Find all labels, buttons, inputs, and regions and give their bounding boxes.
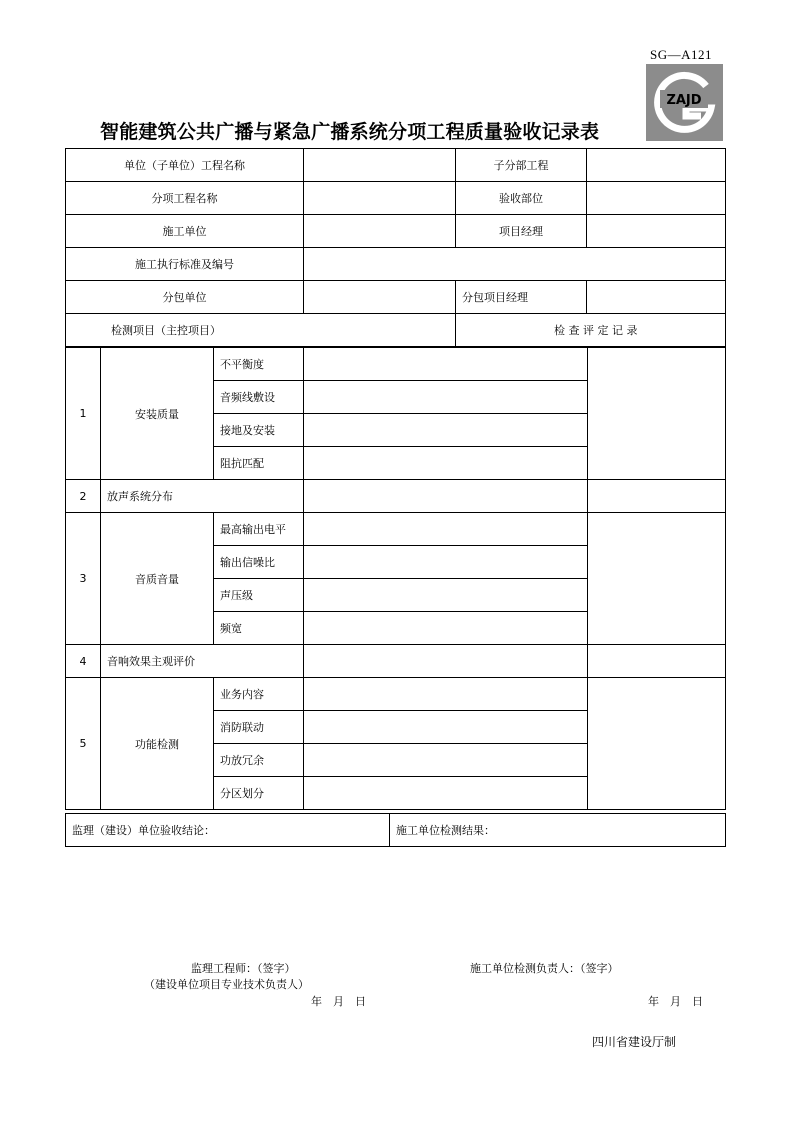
form-code: SG—A121 — [650, 47, 713, 62]
group-1-record-2[interactable] — [304, 381, 588, 414]
group-1-record-3[interactable] — [304, 414, 588, 447]
logo-graphic — [646, 64, 723, 141]
page-title: 智能建筑公共广播与紧急广播系统分项工程质量验收记录表 — [100, 121, 600, 143]
group-3-no: 3 — [66, 513, 101, 645]
group-2-no: 2 — [66, 480, 101, 513]
group-2-remark[interactable] — [588, 480, 726, 513]
conclusion-table — [65, 813, 726, 1008]
supervisor-date: 年 月 日 — [311, 995, 366, 1008]
subcontract-manager-value[interactable] — [587, 281, 726, 314]
group-3-item-2: 输出信噪比 — [214, 546, 304, 579]
sub-item-value[interactable] — [304, 182, 456, 215]
group-1-name: 安装质量 — [101, 348, 214, 480]
group-5-item-4: 分区划分 — [214, 777, 304, 810]
subcontract-unit-value[interactable] — [304, 281, 456, 314]
group-1-item-1: 不平衡度 — [214, 348, 304, 381]
group-2-name: 放声系统分布 — [101, 480, 304, 513]
standard-label: 施工执行标准及编号 — [66, 248, 304, 281]
table-row — [66, 513, 726, 546]
group-3-name: 音质音量 — [101, 513, 214, 645]
group-4-record[interactable] — [304, 645, 588, 678]
zajd-logo — [646, 64, 723, 141]
group-3-record-3[interactable] — [304, 579, 588, 612]
info-row-3 — [66, 215, 726, 248]
construction-sign-label: 施工单位检测负责人：（签字） — [470, 962, 619, 975]
conclusion-row — [66, 814, 726, 847]
info-row-5 — [66, 281, 726, 314]
group-1-item-4: 阻抗匹配 — [214, 447, 304, 480]
group-5-item-1: 业务内容 — [214, 678, 304, 711]
group-5-record-1[interactable] — [304, 678, 588, 711]
inspection-form-table — [65, 148, 726, 347]
unit-project-label: 单位（子单位）工程名称 — [66, 149, 304, 182]
sub-item-label: 分项工程名称 — [66, 182, 304, 215]
group-1-item-2: 音频线敷设 — [214, 381, 304, 414]
check-record-header: 检 查 评 定 记 录 — [456, 314, 726, 347]
subcontract-unit-label: 分包单位 — [66, 281, 304, 314]
sub-division-value[interactable] — [587, 149, 726, 182]
group-2-record[interactable] — [304, 480, 588, 513]
supervision-conclusion-label: 监理（建设）单位验收结论： — [72, 824, 215, 837]
construction-result-cell[interactable] — [390, 814, 726, 1008]
subcontract-manager-label: 分包项目经理 — [456, 281, 587, 314]
acceptance-part-label: 验收部位 — [456, 182, 587, 215]
group-4-remark[interactable] — [588, 645, 726, 678]
group-5-item-2: 消防联动 — [214, 711, 304, 744]
construction-date: 年 月 日 — [648, 995, 703, 1008]
group-3-remark[interactable] — [588, 513, 726, 645]
group-3-record-1[interactable] — [304, 513, 588, 546]
group-3-record-2[interactable] — [304, 546, 588, 579]
group-1-record-1[interactable] — [304, 348, 588, 381]
check-header-row — [66, 314, 726, 347]
check-item-header: 检测项目（主控项目） — [66, 314, 456, 347]
project-manager-value[interactable] — [587, 215, 726, 248]
construction-unit-value[interactable] — [304, 215, 456, 248]
group-4-name: 音响效果主观评价 — [101, 645, 304, 678]
construction-unit-label: 施工单位 — [66, 215, 304, 248]
group-3-item-1: 最高输出电平 — [214, 513, 304, 546]
unit-project-value[interactable] — [304, 149, 456, 182]
group-5-no: 5 — [66, 678, 101, 810]
group-5-name: 功能检测 — [101, 678, 214, 810]
check-items-table — [65, 347, 726, 810]
group-3-item-4: 频宽 — [214, 612, 304, 645]
group-3-item-3: 声压级 — [214, 579, 304, 612]
group-1-no: 1 — [66, 348, 101, 480]
info-row-2 — [66, 182, 726, 215]
group-5-remark[interactable] — [588, 678, 726, 810]
logo-text: ZAJD — [666, 93, 702, 108]
info-row-4 — [66, 248, 726, 281]
supervisor-note: （建设单位项目专业技术负责人） — [144, 978, 309, 991]
info-row-1 — [66, 149, 726, 182]
table-row — [66, 678, 726, 711]
table-row — [66, 480, 726, 513]
group-1-item-3: 接地及安装 — [214, 414, 304, 447]
table-row — [66, 348, 726, 381]
group-4-no: 4 — [66, 645, 101, 678]
group-3-record-4[interactable] — [304, 612, 588, 645]
supervisor-sign-label: 监理工程师：（签字） — [191, 962, 296, 975]
construction-result-label: 施工单位检测结果： — [396, 824, 495, 837]
table-row — [66, 645, 726, 678]
group-5-record-2[interactable] — [304, 711, 588, 744]
group-5-item-3: 功放冗余 — [214, 744, 304, 777]
supervision-conclusion-cell[interactable] — [66, 814, 390, 1008]
group-5-record-4[interactable] — [304, 777, 588, 810]
standard-value[interactable] — [304, 248, 726, 281]
issuer-footer: 四川省建设厅制 — [592, 1035, 677, 1049]
group-1-remark[interactable] — [588, 348, 726, 480]
sub-division-label: 子分部工程 — [456, 149, 587, 182]
group-1-record-4[interactable] — [304, 447, 588, 480]
acceptance-part-value[interactable] — [587, 182, 726, 215]
project-manager-label: 项目经理 — [456, 215, 587, 248]
group-5-record-3[interactable] — [304, 744, 588, 777]
